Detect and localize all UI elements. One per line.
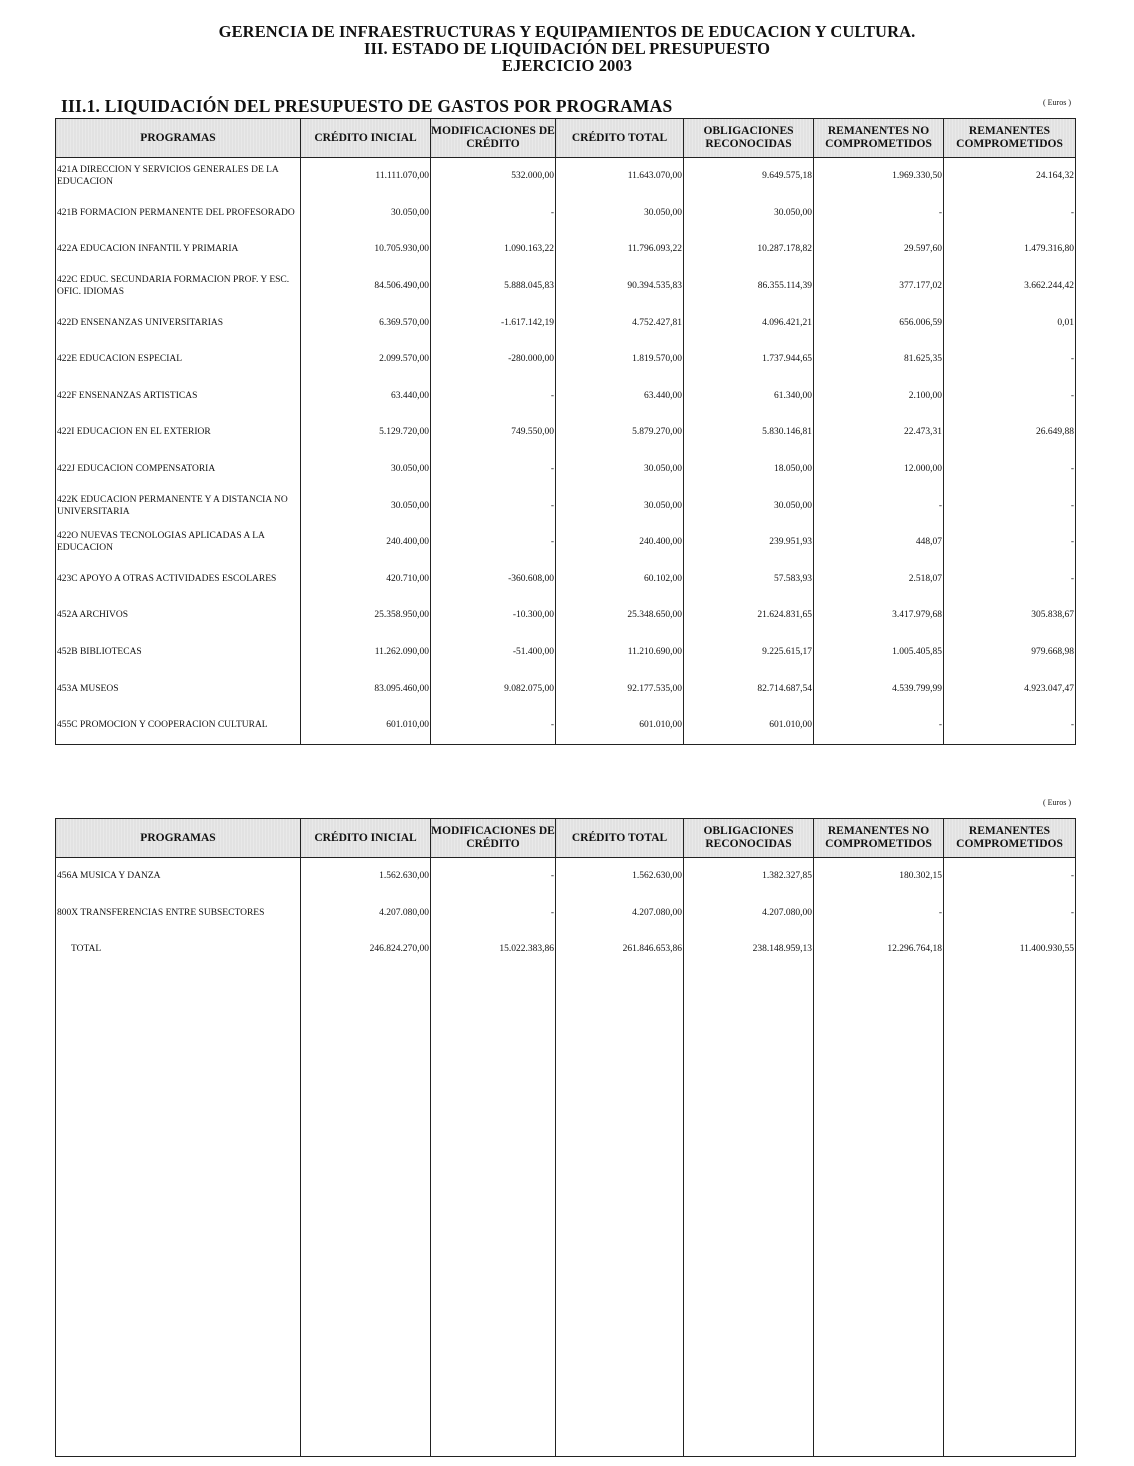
program-name-cell: 453A MUSEOS [56, 670, 301, 707]
fiscal-year: EJERCICIO 2003 [501, 56, 633, 75]
amount-cell: 420.710,00 [301, 561, 431, 598]
amount-cell: 3.417.979,68 [814, 597, 944, 634]
amount-cell: 25.348.650,00 [556, 597, 684, 634]
empty-cell [814, 968, 944, 1457]
amount-cell: 601.010,00 [301, 707, 431, 744]
amount-cell: - [814, 487, 944, 524]
amount-cell: 84.506.490,00 [301, 268, 431, 305]
amount-cell: - [944, 858, 1076, 895]
amount-cell: 11.262.090,00 [301, 634, 431, 671]
table-header-row [56, 819, 1076, 858]
amount-cell: 26.649,88 [944, 414, 1076, 451]
col-header-remanentes-comprometidos: REMANENTES COMPROMETIDOS [944, 819, 1076, 858]
amount-cell: 3.662.244,42 [944, 268, 1076, 305]
amount-cell: - [944, 451, 1076, 488]
amount-cell: 5.129.720,00 [301, 414, 431, 451]
amount-cell: 4.207.080,00 [556, 895, 684, 932]
program-name-cell: 422O NUEVAS TECNOLOGIAS APLICADAS A LA EDUCACION [56, 524, 301, 561]
program-name-cell: 800X TRANSFERENCIAS ENTRE SUBSECTORES [56, 895, 301, 932]
amount-cell: - [431, 858, 556, 895]
col-header-remanentes-no-comprometidos: REMANENTES NO COMPROMETIDOS [814, 119, 944, 158]
amount-cell: 90.394.535,83 [556, 268, 684, 305]
col-header-modificaciones: MODIFICACIONES DE CRÉDITO [431, 119, 556, 158]
amount-cell: 4.752.427,81 [556, 304, 684, 341]
amount-cell: 979.668,98 [944, 634, 1076, 671]
amount-cell: 30.050,00 [684, 487, 814, 524]
amount-cell: 180.302,15 [814, 858, 944, 895]
col-header-programas: PROGRAMAS [56, 119, 301, 158]
table-row [56, 341, 1076, 378]
amount-cell: 246.824.270,00 [301, 931, 431, 968]
amount-cell: 4.207.080,00 [301, 895, 431, 932]
col-header-credito-total: CRÉDITO TOTAL [556, 819, 684, 858]
amount-cell: 377.177,02 [814, 268, 944, 305]
program-name-cell: 422I EDUCACION EN EL EXTERIOR [56, 414, 301, 451]
program-name-cell: 455C PROMOCION Y COOPERACION CULTURAL [56, 707, 301, 744]
amount-cell: 448,07 [814, 524, 944, 561]
amount-cell: 83.095.460,00 [301, 670, 431, 707]
amount-cell: 2.100,00 [814, 378, 944, 415]
empty-cell [684, 968, 814, 1457]
amount-cell: - [431, 487, 556, 524]
amount-cell: - [944, 487, 1076, 524]
amount-cell: 30.050,00 [556, 451, 684, 488]
program-name-cell: 452B BIBLIOTECAS [56, 634, 301, 671]
amount-cell: 1.819.570,00 [556, 341, 684, 378]
amount-cell: 82.714.687,54 [684, 670, 814, 707]
program-name-cell: TOTAL [56, 931, 301, 968]
amount-cell: 25.358.950,00 [301, 597, 431, 634]
amount-cell: 4.923.047,47 [944, 670, 1076, 707]
total-row [56, 931, 1076, 968]
amount-cell: 4.207.080,00 [684, 895, 814, 932]
amount-cell: 11.111.070,00 [301, 158, 431, 195]
amount-cell: - [944, 195, 1076, 232]
amount-cell: - [814, 707, 944, 744]
table-row [56, 524, 1076, 561]
table-row [56, 895, 1076, 932]
amount-cell: 1.090.163,22 [431, 231, 556, 268]
amount-cell: - [944, 378, 1076, 415]
amount-cell: 2.099.570,00 [301, 341, 431, 378]
amount-cell: 57.583,93 [684, 561, 814, 598]
amount-cell: - [431, 378, 556, 415]
amount-cell: 1.479.316,80 [944, 231, 1076, 268]
amount-cell: 30.050,00 [301, 451, 431, 488]
amount-cell: -51.400,00 [431, 634, 556, 671]
amount-cell: 305.838,67 [944, 597, 1076, 634]
col-header-obligaciones: OBLIGACIONES RECONOCIDAS [684, 819, 814, 858]
amount-cell: 86.355.114,39 [684, 268, 814, 305]
program-name-cell: 456A MUSICA Y DANZA [56, 858, 301, 895]
program-name-cell: 422D ENSENANZAS UNIVERSITARIAS [56, 304, 301, 341]
program-name-cell: 422C EDUC. SECUNDARIA FORMACION PROF. Y ESC. OFIC. IDIOMAS [56, 268, 301, 305]
amount-cell: 61.340,00 [684, 378, 814, 415]
amount-cell: 1.562.630,00 [556, 858, 684, 895]
amount-cell: 24.164,32 [944, 158, 1076, 195]
col-header-obligaciones: OBLIGACIONES RECONOCIDAS [684, 119, 814, 158]
table-row [56, 268, 1076, 305]
amount-cell: 81.625,35 [814, 341, 944, 378]
amount-cell: - [814, 195, 944, 232]
amount-cell: 601.010,00 [684, 707, 814, 744]
amount-cell: 2.518,07 [814, 561, 944, 598]
units-label-2: ( Euros ) [1043, 798, 1071, 807]
amount-cell: - [431, 707, 556, 744]
table-row [56, 231, 1076, 268]
amount-cell: 10.705.930,00 [301, 231, 431, 268]
col-header-remanentes-no-comprometidos: REMANENTES NO COMPROMETIDOS [814, 819, 944, 858]
table-row [56, 378, 1076, 415]
empty-cell [556, 968, 684, 1457]
col-header-credito-inicial: CRÉDITO INICIAL [301, 819, 431, 858]
amount-cell: 1.969.330,50 [814, 158, 944, 195]
amount-cell: - [814, 895, 944, 932]
col-header-credito-inicial: CRÉDITO INICIAL [301, 119, 431, 158]
empty-cell [944, 968, 1076, 1457]
amount-cell: 5.830.146,81 [684, 414, 814, 451]
table-header-row [56, 119, 1076, 158]
amount-cell: 0,01 [944, 304, 1076, 341]
amount-cell: 9.649.575,18 [684, 158, 814, 195]
amount-cell: 6.369.570,00 [301, 304, 431, 341]
amount-cell: 4.539.799,99 [814, 670, 944, 707]
amount-cell: 1.562.630,00 [301, 858, 431, 895]
document-subtitle: III. ESTADO DE LIQUIDACIÓN DEL PRESUPUESTO [363, 39, 771, 58]
amount-cell: 601.010,00 [556, 707, 684, 744]
col-header-modificaciones: MODIFICACIONES DE CRÉDITO [431, 819, 556, 858]
amount-cell: 11.796.093,22 [556, 231, 684, 268]
amount-cell: 1.382.327,85 [684, 858, 814, 895]
amount-cell: - [944, 895, 1076, 932]
document-title: GERENCIA DE INFRAESTRUCTURAS Y EQUIPAMIENTOS DE EDUCACION Y CULTURA. [218, 22, 916, 41]
amount-cell: 21.624.831,65 [684, 597, 814, 634]
amount-cell: -1.617.142,19 [431, 304, 556, 341]
amount-cell: - [431, 195, 556, 232]
amount-cell: -280.000,00 [431, 341, 556, 378]
amount-cell: 1.737.944,65 [684, 341, 814, 378]
program-name-cell: 422A EDUCACION INFANTIL Y PRIMARIA [56, 231, 301, 268]
section-title: III.1. LIQUIDACIÓN DEL PRESUPUESTO DE GASTOS POR PROGRAMAS [61, 96, 673, 116]
col-header-credito-total: CRÉDITO TOTAL [556, 119, 684, 158]
table-row [56, 634, 1076, 671]
amount-cell: 22.473,31 [814, 414, 944, 451]
amount-cell: - [944, 524, 1076, 561]
amount-cell: 63.440,00 [556, 378, 684, 415]
amount-cell: 12.296.764,18 [814, 931, 944, 968]
table-row [56, 304, 1076, 341]
amount-cell: 10.287.178,82 [684, 231, 814, 268]
amount-cell: 5.879.270,00 [556, 414, 684, 451]
table-row [56, 561, 1076, 598]
amount-cell: 18.050,00 [684, 451, 814, 488]
amount-cell: 30.050,00 [556, 487, 684, 524]
program-name-cell: 421A DIRECCION Y SERVICIOS GENERALES DE LA EDUCACION [56, 158, 301, 195]
empty-cell [56, 968, 301, 1457]
amount-cell: 30.050,00 [556, 195, 684, 232]
amount-cell: - [944, 561, 1076, 598]
amount-cell: 4.096.421,21 [684, 304, 814, 341]
amount-cell: -10.300,00 [431, 597, 556, 634]
amount-cell: 532.000,00 [431, 158, 556, 195]
program-name-cell: 452A ARCHIVOS [56, 597, 301, 634]
amount-cell: -360.608,00 [431, 561, 556, 598]
amount-cell: 30.050,00 [301, 195, 431, 232]
table-row [56, 707, 1076, 744]
table-row [56, 414, 1076, 451]
amount-cell: 30.050,00 [684, 195, 814, 232]
amount-cell: - [431, 451, 556, 488]
amount-cell: 749.550,00 [431, 414, 556, 451]
program-name-cell: 422F ENSENANZAS ARTISTICAS [56, 378, 301, 415]
program-name-cell: 422E EDUCACION ESPECIAL [56, 341, 301, 378]
col-header-remanentes-comprometidos: REMANENTES COMPROMETIDOS [944, 119, 1076, 158]
amount-cell: 239.951,93 [684, 524, 814, 561]
amount-cell: 63.440,00 [301, 378, 431, 415]
budget-table-1 [55, 118, 1076, 745]
table-row [56, 487, 1076, 524]
amount-cell: 9.225.615,17 [684, 634, 814, 671]
table-row [56, 858, 1076, 895]
amount-cell: 240.400,00 [301, 524, 431, 561]
amount-cell: 29.597,60 [814, 231, 944, 268]
amount-cell: 5.888.045,83 [431, 268, 556, 305]
amount-cell: 11.210.690,00 [556, 634, 684, 671]
amount-cell: 30.050,00 [301, 487, 431, 524]
amount-cell: - [944, 707, 1076, 744]
amount-cell: 261.846.653,86 [556, 931, 684, 968]
amount-cell: 11.400.930,55 [944, 931, 1076, 968]
table-row [56, 158, 1076, 195]
program-name-cell: 423C APOYO A OTRAS ACTIVIDADES ESCOLARES [56, 561, 301, 598]
amount-cell: 240.400,00 [556, 524, 684, 561]
empty-cell [431, 968, 556, 1457]
amount-cell: - [431, 524, 556, 561]
table-row [56, 451, 1076, 488]
empty-cell [301, 968, 431, 1457]
program-name-cell: 422K EDUCACION PERMANENTE Y A DISTANCIA NO UNIVERSITARIA [56, 487, 301, 524]
empty-filler-row [56, 968, 1076, 1457]
budget-table-2 [55, 818, 1076, 1457]
table-row [56, 670, 1076, 707]
amount-cell: 238.148.959,13 [684, 931, 814, 968]
units-label: ( Euros ) [1043, 98, 1071, 107]
amount-cell: 60.102,00 [556, 561, 684, 598]
program-name-cell: 422J EDUCACION COMPENSATORIA [56, 451, 301, 488]
amount-cell: 12.000,00 [814, 451, 944, 488]
table-row [56, 195, 1076, 232]
amount-cell: - [944, 341, 1076, 378]
amount-cell: 11.643.070,00 [556, 158, 684, 195]
amount-cell: 656.006,59 [814, 304, 944, 341]
table-row [56, 597, 1076, 634]
amount-cell: - [431, 895, 556, 932]
amount-cell: 1.005.405,85 [814, 634, 944, 671]
col-header-programas: PROGRAMAS [56, 819, 301, 858]
amount-cell: 9.082.075,00 [431, 670, 556, 707]
program-name-cell: 421B FORMACION PERMANENTE DEL PROFESORADO [56, 195, 301, 232]
amount-cell: 92.177.535,00 [556, 670, 684, 707]
amount-cell: 15.022.383,86 [431, 931, 556, 968]
